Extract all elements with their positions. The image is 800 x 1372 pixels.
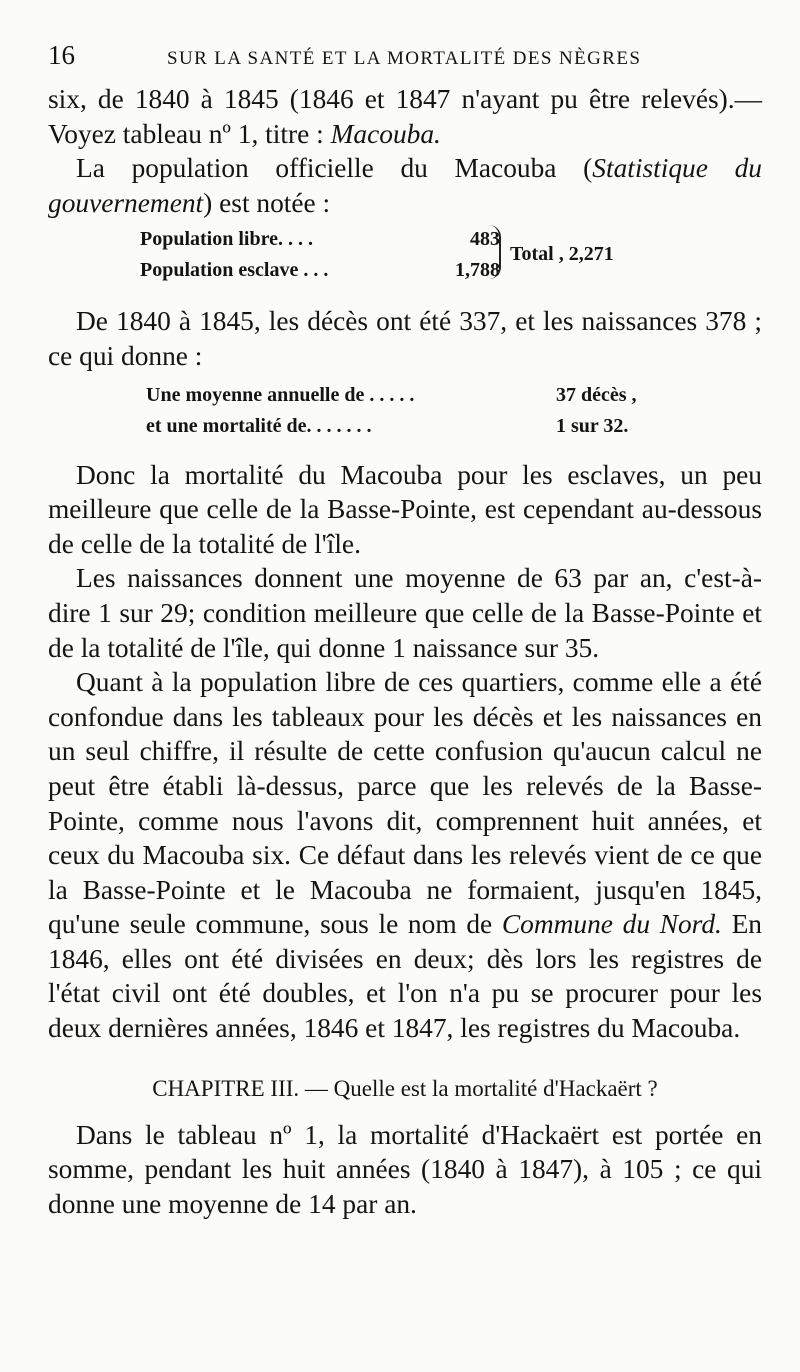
average-label: Une moyenne annuelle de . . . . . bbox=[146, 383, 415, 406]
brace bbox=[489, 225, 501, 279]
average-value: 1 sur 32. bbox=[556, 414, 629, 437]
population-total: Total , 2,271 bbox=[510, 243, 614, 266]
population-label: Population esclave . . . bbox=[140, 259, 329, 282]
average-label: et une mortalité de. . . . . . . bbox=[146, 414, 372, 437]
page-header bbox=[48, 40, 762, 82]
paragraph-hackaert: Dans le tableau nº 1, la mortalité d'Hackaërt est portée en somme, pendant les huit années (1840 à 1847), à 105 ; ce qui donne une moyenne de 14 par an. bbox=[48, 1119, 762, 1219]
page-number: 16 bbox=[48, 40, 75, 70]
running-head: SUR LA SANTÉ ET LA MORTALITÉ DES NÈGRES bbox=[167, 48, 642, 69]
population-row-esclave bbox=[140, 255, 500, 286]
paragraph-deaths-births: De 1840 à 1845, les décès ont été 337, et les naissances 378 ; ce qui donne : bbox=[48, 306, 762, 371]
paragraph-population-intro bbox=[48, 151, 762, 220]
population-row-libre bbox=[140, 224, 500, 255]
chapter-heading: CHAPITRE III. — Quelle est la mortalité d'Hackaërt ? bbox=[152, 1075, 658, 1101]
paragraph-births: Les naissances donnent une moyenne de 63 par an, c'est-à-dire 1 sur 29; condition meilleure que celle de la Basse-Pointe et de la totalité de l'île, qui donne 1 naissance sur 35. bbox=[48, 563, 762, 663]
paragraph-continuation bbox=[48, 82, 762, 151]
population-table bbox=[48, 224, 762, 290]
paragraph-free-population bbox=[48, 665, 762, 1046]
average-table bbox=[48, 380, 762, 446]
population-value: 483 bbox=[470, 228, 500, 251]
average-row-deaths bbox=[146, 380, 656, 411]
italic-reference: Commune du Nord. bbox=[501, 909, 722, 940]
paragraph-text: En 1846, elles ont été divisées en deux; dès lors les registres de l'état civil ont été doubles, et l'on n'a pu se procurer pour les deux dernières années, 1846 et 1847, les registres du Macouba. bbox=[48, 909, 762, 1044]
paragraph-text: La population officielle du Macouba ( bbox=[76, 153, 593, 184]
average-value: 37 décès , bbox=[556, 383, 637, 406]
population-label: Population libre. . . . bbox=[140, 228, 313, 251]
italic-reference: Statistique du gouvernement bbox=[48, 153, 762, 218]
paragraph-mortality-conclusion: Donc la mortalité du Macouba pour les esclaves, un peu meilleure que celle de la Basse-Pointe, est cependant au-dessous de celle de la totalité de l'île. bbox=[48, 459, 762, 559]
paragraph-text: ) est notée : bbox=[203, 187, 331, 218]
italic-reference: Macouba. bbox=[330, 118, 441, 149]
average-row-mortality bbox=[146, 411, 656, 442]
paragraph-text: Quant à la population libre de ces quartiers, comme elle a été confondue dans les tableaux pour les décès et les naissances en un seul chiffre, il résulte de cette confusion qu'aucun calcul ne peut être établi là-dessus, parce que les relevés de la Basse-Pointe, comme nous l'avons dit, comprennent huit années, et ceux du Macouba six. Ce défaut dans les relevés vient de ce que la Basse-Pointe et le Macouba ne formaient, jusqu'en 1845, qu'une seule commune, sous le nom de bbox=[48, 667, 762, 940]
paragraph-text: six, de 1840 à 1845 (1846 et 1847 n'ayant pu être relevés).— Voyez tableau nº 1, titre : bbox=[48, 84, 762, 149]
population-value: 1,788 bbox=[455, 259, 500, 282]
